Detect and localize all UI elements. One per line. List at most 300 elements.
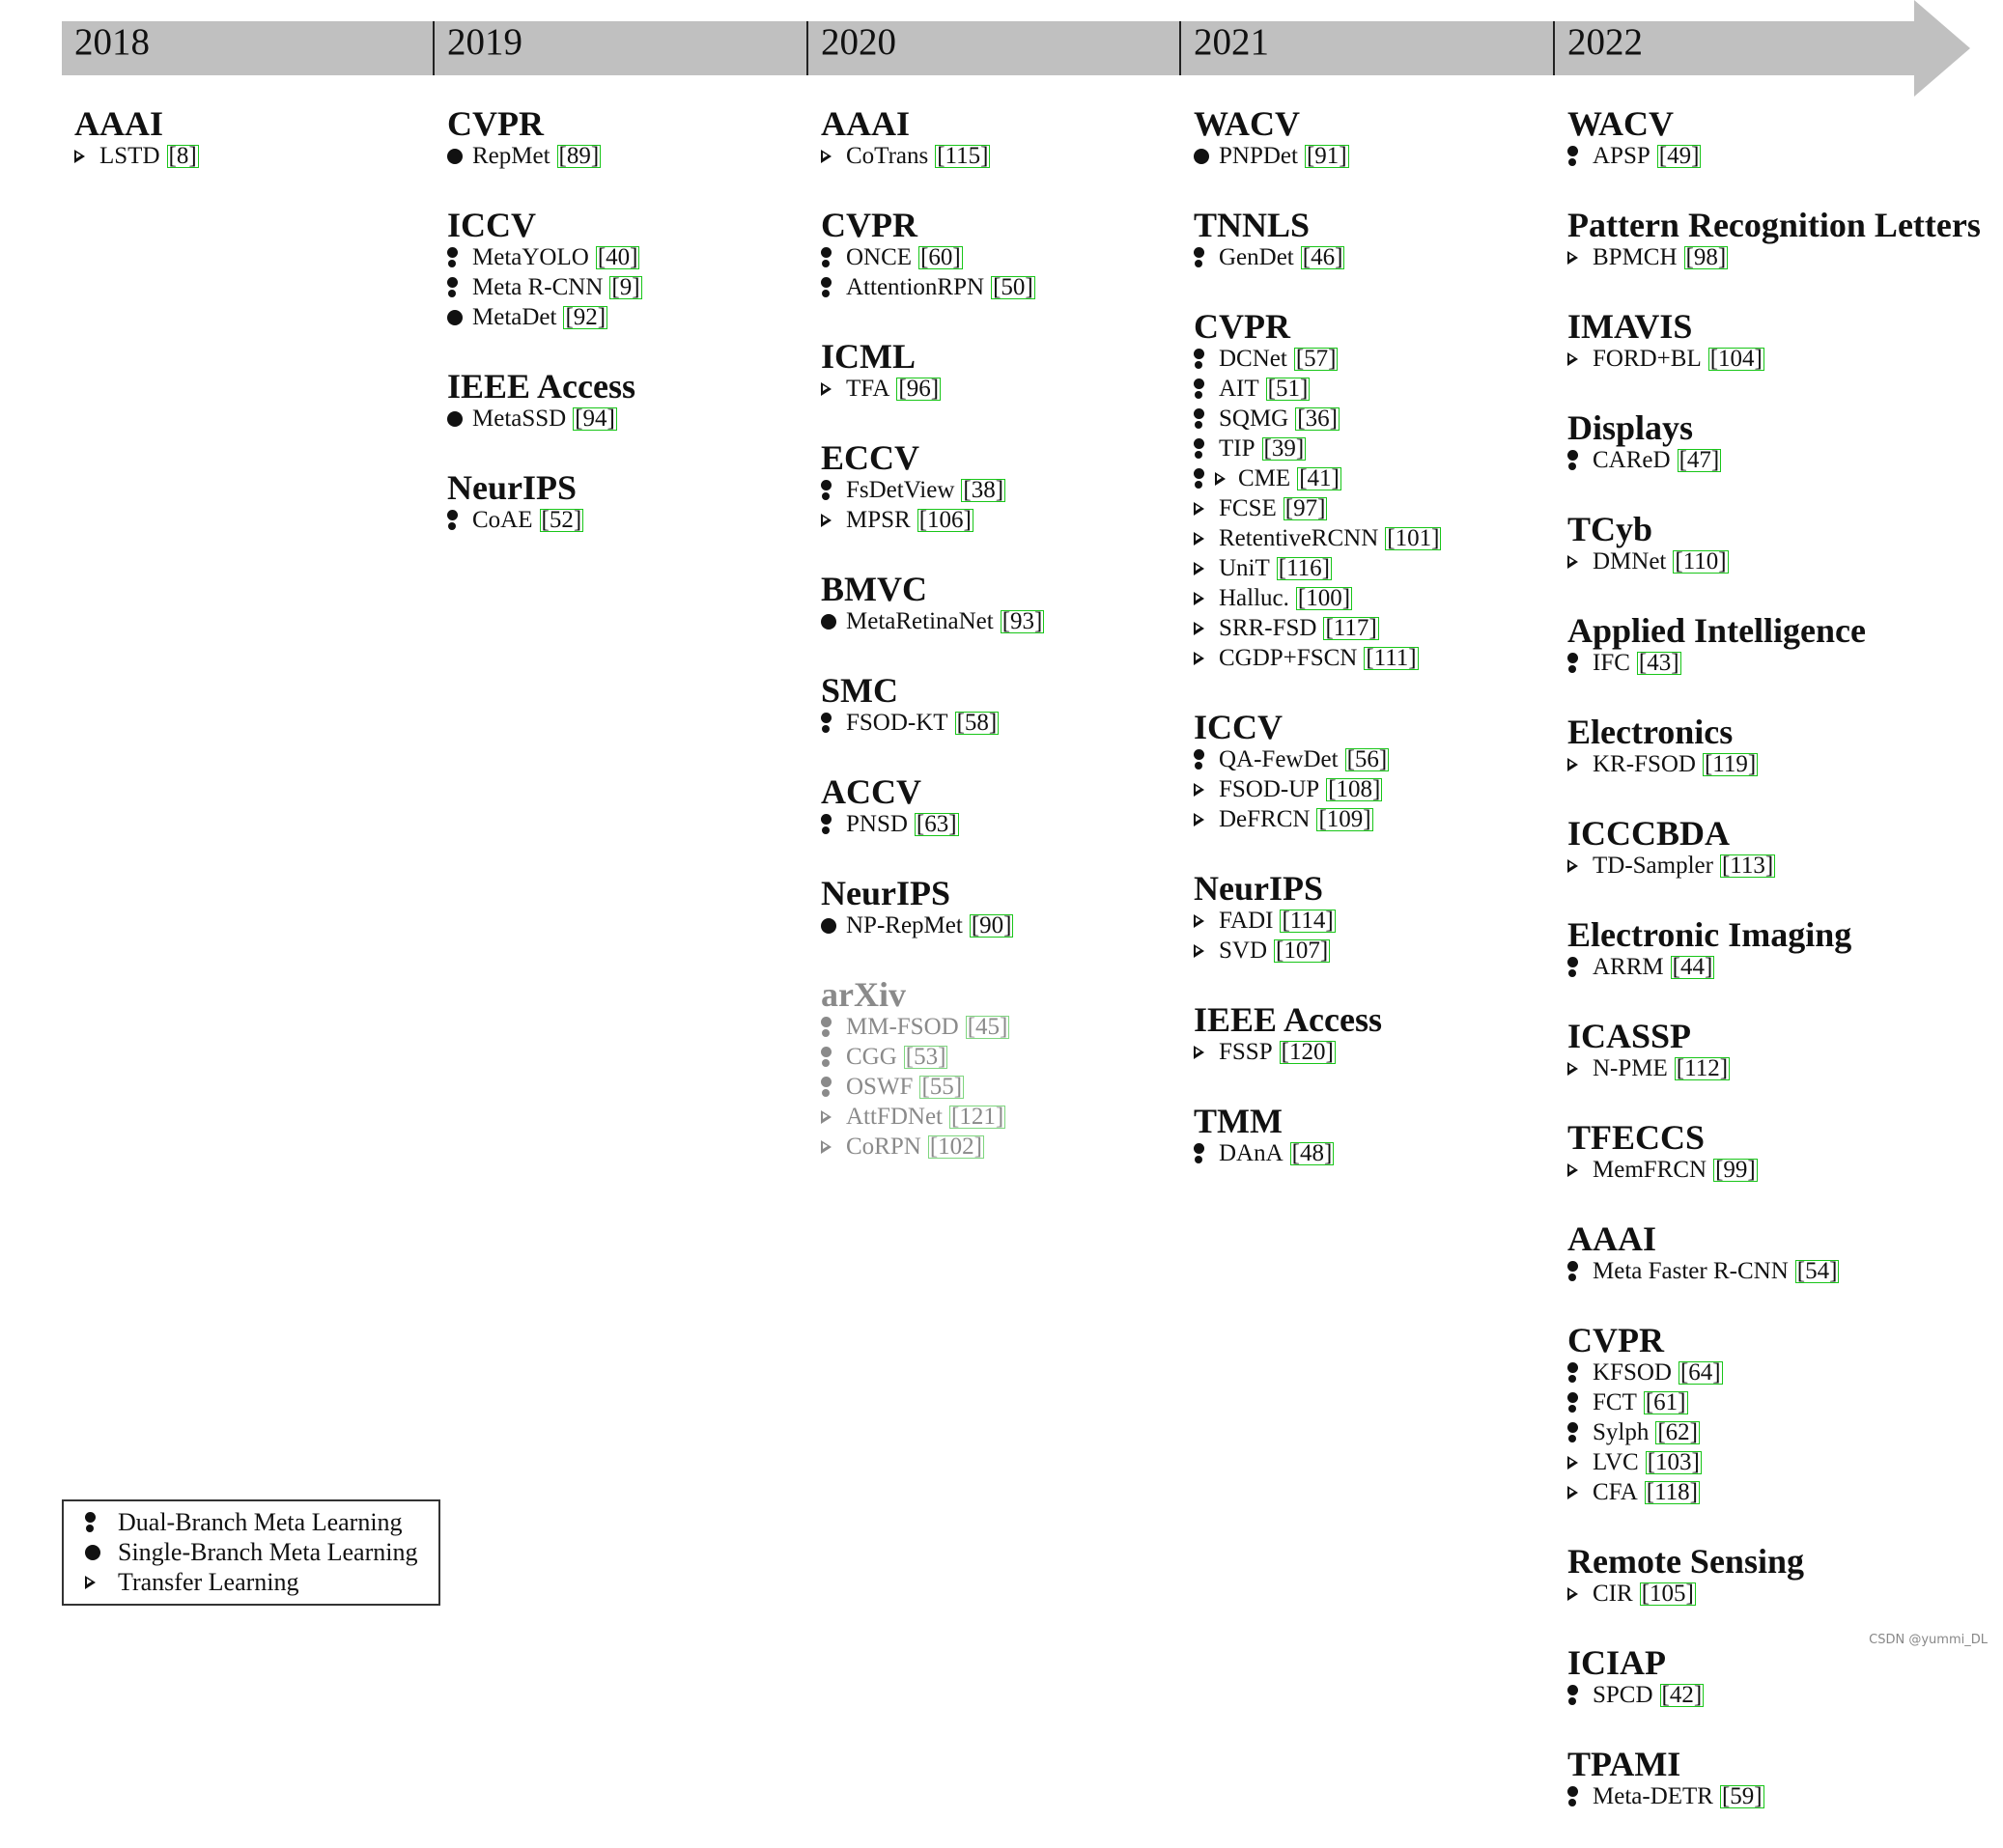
venue-name: ICCCBDA (1567, 814, 1731, 853)
method-name: PNPDet (1219, 143, 1298, 169)
venue-block (821, 208, 1207, 302)
venue-name: Displays (1567, 408, 1694, 447)
citation-link[interactable]: [118] (1646, 1478, 1699, 1505)
transfer-learning-icon (1215, 472, 1226, 486)
dual-branch-icon (821, 813, 831, 835)
venue-block (1567, 917, 1954, 982)
method-entry (821, 809, 1207, 839)
method-name: ONCE (846, 244, 913, 270)
venue-name: ICML (821, 337, 916, 376)
citation-link[interactable]: [46] (1302, 243, 1343, 270)
method-entry (1567, 1387, 1954, 1417)
venue-block (1567, 1544, 1954, 1609)
citation-link[interactable]: [40] (597, 243, 638, 270)
method-name: CoAE (472, 507, 533, 533)
venue-block (821, 673, 1207, 738)
venue-block (1567, 1019, 1954, 1083)
venue-name: SMC (821, 671, 898, 710)
method-entry (821, 708, 1207, 738)
single-branch-icon (85, 1545, 100, 1560)
method-entry (1194, 553, 1580, 583)
method-entry (1567, 445, 1954, 475)
method-name: DAnA (1219, 1140, 1284, 1166)
dual-branch-icon (1567, 1391, 1577, 1414)
citation-link[interactable]: [104] (1709, 345, 1763, 372)
venue-block (1194, 1104, 1580, 1168)
dual-branch-icon (447, 509, 457, 531)
method-entry (821, 910, 1207, 940)
method-name: CGG (846, 1044, 897, 1070)
method-name: RetentiveRCNN (1219, 525, 1379, 551)
venue-name: AAAI (1567, 1219, 1657, 1258)
transfer-learning-icon (1194, 622, 1204, 635)
single-branch-icon (821, 614, 836, 630)
venue-block (821, 876, 1207, 940)
timeline-arrow-body (62, 0, 1970, 97)
venue-name: ACCV (821, 772, 921, 811)
method-entry (821, 475, 1207, 505)
citation-link[interactable]: [50] (993, 273, 1033, 300)
dual-branch-icon (1567, 956, 1577, 978)
citation-link[interactable]: [115] (937, 142, 989, 169)
citation-link[interactable]: [63] (916, 810, 957, 837)
dual-branch-icon (1567, 1785, 1577, 1807)
method-entry (447, 302, 833, 332)
venue-block (1567, 1323, 1954, 1507)
method-name: CGDP+FSCN (1219, 645, 1358, 671)
method-name: AttFDNet (846, 1104, 943, 1130)
venue-block (1567, 309, 1954, 374)
dual-branch-icon (821, 1046, 831, 1068)
venue-block (821, 106, 1207, 171)
method-name: CME (1238, 465, 1291, 491)
citation-link[interactable]: [54] (1796, 1257, 1838, 1284)
citation-link[interactable]: [99] (1715, 1156, 1756, 1183)
method-name: AttentionRPN (846, 274, 985, 300)
venue-name: CVPR (447, 104, 544, 143)
dual-branch-icon (1194, 1142, 1203, 1164)
column-2018 (74, 106, 461, 208)
year-label-2018: 2018 (74, 21, 150, 63)
citation-link[interactable]: [107] (1276, 937, 1329, 964)
dual-branch-icon (1567, 1361, 1577, 1384)
single-branch-icon (447, 411, 463, 427)
venue-name: ECCV (821, 438, 920, 477)
dual-branch-icon (1567, 1421, 1577, 1443)
transfer-learning-icon (85, 1576, 96, 1589)
method-entry (1194, 906, 1580, 936)
method-name: CAReD (1593, 447, 1671, 473)
venue-name: TNNLS (1194, 206, 1311, 244)
method-name: MetaRetinaNet (846, 608, 994, 634)
method-entry (447, 404, 833, 434)
citation-link[interactable]: [97] (1284, 494, 1326, 521)
method-entry (1567, 1477, 1954, 1507)
method-name: CFA (1593, 1479, 1638, 1505)
venue-name: IEEE Access (1194, 1000, 1383, 1039)
citation-link[interactable]: [113] (1721, 852, 1774, 879)
transfer-learning-icon (1567, 251, 1578, 265)
citation-link[interactable]: [48] (1291, 1139, 1333, 1166)
venue-name: Electronics (1567, 713, 1734, 751)
single-branch-icon (447, 149, 463, 164)
citation-link[interactable]: [59] (1721, 1782, 1763, 1809)
dual-branch-icon (1194, 407, 1203, 430)
method-entry (1194, 404, 1580, 434)
citation-link[interactable]: [47] (1679, 446, 1720, 473)
citation-link[interactable]: [101] (1387, 524, 1440, 551)
method-entry (1194, 936, 1580, 966)
method-entry (1567, 1053, 1954, 1083)
method-entry (1194, 523, 1580, 553)
citation-link[interactable]: [64] (1679, 1358, 1721, 1386)
method-entry (1194, 463, 1580, 493)
method-name: MetaSSD (472, 406, 567, 432)
venue-block (74, 106, 461, 171)
method-name: Sylph (1593, 1419, 1650, 1445)
dual-branch-icon (821, 276, 831, 298)
method-name: APSP (1593, 143, 1650, 169)
transfer-learning-icon (1194, 592, 1204, 605)
citation-link[interactable]: [49] (1658, 142, 1700, 169)
venue-name: arXiv (821, 975, 906, 1014)
citation-link[interactable]: [44] (1672, 953, 1713, 980)
method-entry (821, 1042, 1207, 1072)
method-entry (1567, 1447, 1954, 1477)
citation-link[interactable]: [105] (1641, 1580, 1694, 1607)
method-name: RepMet (472, 143, 550, 169)
venue-name: BMVC (821, 570, 927, 608)
citation-link[interactable]: [53] (905, 1043, 946, 1070)
method-entry (821, 606, 1207, 636)
transfer-learning-icon (821, 1110, 832, 1124)
method-name: DCNet (1219, 346, 1287, 372)
single-branch-icon (1194, 149, 1209, 164)
citation-link[interactable]: [102] (929, 1133, 982, 1160)
method-entry (821, 1132, 1207, 1162)
dual-branch-icon (821, 1076, 831, 1098)
method-entry (1567, 1781, 1954, 1811)
venue-name: AAAI (74, 104, 164, 143)
citation-link[interactable]: [42] (1661, 1681, 1703, 1708)
citation-link[interactable]: [114] (1282, 907, 1334, 934)
transfer-learning-icon (1567, 1456, 1578, 1470)
citation-link[interactable]: [61] (1645, 1388, 1686, 1415)
venue-name: WACV (1194, 104, 1301, 143)
method-name: DeFRCN (1219, 806, 1311, 832)
dual-branch-icon (1194, 246, 1203, 268)
method-entry (821, 505, 1207, 535)
method-entry (1567, 1680, 1954, 1710)
legend-item (85, 1507, 438, 1537)
method-entry (821, 1012, 1207, 1042)
method-name: TIP (1219, 435, 1255, 462)
venue-name: ICCV (447, 206, 537, 244)
method-entry (821, 242, 1207, 272)
method-entry (1194, 344, 1580, 374)
method-entry (1194, 744, 1580, 774)
method-entry (1194, 1037, 1580, 1067)
transfer-learning-icon (1194, 783, 1204, 797)
venue-block (1567, 410, 1954, 475)
transfer-learning-icon (1567, 555, 1578, 569)
venue-name: CVPR (1194, 307, 1290, 346)
method-entry (821, 374, 1207, 404)
method-name: KFSOD (1593, 1359, 1672, 1386)
citation-link[interactable]: [51] (1267, 375, 1309, 402)
dual-branch-icon (1194, 378, 1203, 400)
method-name: FORD+BL (1593, 346, 1702, 372)
legend (62, 1499, 440, 1606)
citation-link[interactable]: [52] (541, 506, 582, 533)
citation-link[interactable]: [89] (558, 142, 600, 169)
venue-block (447, 470, 833, 535)
citation-link[interactable]: [36] (1297, 405, 1338, 432)
venue-name: Pattern Recognition Letters (1567, 206, 1981, 244)
venue-name: Electronic Imaging (1567, 915, 1852, 954)
method-name: FCSE (1219, 495, 1277, 521)
venue-block (821, 977, 1207, 1162)
venue-name: CVPR (1567, 1321, 1664, 1359)
method-name: SRR-FSD (1219, 615, 1317, 641)
dual-branch-icon (447, 276, 457, 298)
method-name: KR-FSOD (1593, 751, 1696, 777)
method-entry (1194, 434, 1580, 463)
method-name: Meta R-CNN (472, 274, 604, 300)
transfer-learning-icon (1194, 944, 1204, 958)
column-2022 (1567, 104, 1981, 1848)
method-entry (1567, 1579, 1954, 1609)
dual-branch-icon (821, 246, 831, 268)
citation-link[interactable]: [38] (963, 476, 1004, 503)
method-name: MemFRCN (1593, 1157, 1707, 1183)
method-name: CIR (1593, 1581, 1633, 1607)
citation-link[interactable]: [9] (611, 273, 640, 300)
venue-block (447, 208, 833, 332)
method-name: TD-Sampler (1593, 853, 1713, 879)
method-name: FSSP (1219, 1039, 1273, 1065)
citation-link[interactable]: [91] (1306, 142, 1347, 169)
dual-branch-icon (1194, 348, 1203, 370)
citation-link[interactable]: [57] (1295, 345, 1337, 372)
column-2019 (447, 106, 833, 572)
venue-block (447, 106, 833, 171)
dual-branch-icon (1194, 467, 1203, 490)
transfer-learning-icon (1194, 562, 1204, 575)
citation-link[interactable]: [98] (1685, 243, 1727, 270)
transfer-learning-icon (1194, 652, 1204, 665)
venue-block (1567, 1120, 1954, 1185)
citation-link[interactable]: [116] (1278, 554, 1331, 581)
method-entry (1567, 242, 1954, 272)
citation-link[interactable]: [103] (1647, 1448, 1700, 1475)
venue-name: IMAVIS (1567, 307, 1693, 346)
watermark: CSDN @yummi_DL (1869, 1633, 1988, 1647)
citation-link[interactable]: [56] (1346, 745, 1388, 772)
venue-block (1567, 1221, 1954, 1286)
transfer-learning-icon (1567, 1486, 1578, 1499)
year-label-2019: 2019 (447, 21, 522, 63)
dual-branch-icon (1194, 437, 1203, 460)
transfer-learning-icon (821, 1140, 832, 1154)
venue-block (447, 369, 833, 434)
citation-link[interactable]: [60] (920, 243, 961, 270)
method-entry (1567, 1417, 1954, 1447)
method-entry (821, 141, 1207, 171)
citation-link[interactable]: [121] (951, 1103, 1004, 1130)
method-entry (1567, 344, 1954, 374)
transfer-learning-icon (1567, 758, 1578, 771)
method-entry (74, 141, 461, 171)
dual-branch-icon (821, 712, 831, 734)
venue-block (1194, 106, 1580, 171)
citation-link[interactable]: [58] (956, 709, 998, 736)
method-name: MM-FSOD (846, 1014, 959, 1040)
dual-branch-icon (447, 246, 457, 268)
citation-link[interactable]: [39] (1263, 434, 1305, 462)
citation-link[interactable]: [119] (1704, 750, 1757, 777)
dual-branch-icon (1567, 145, 1577, 167)
method-name: ARRM (1593, 954, 1664, 980)
method-entry (1194, 141, 1580, 171)
transfer-learning-icon (1567, 859, 1578, 873)
venue-name: CVPR (821, 206, 917, 244)
venue-block (1194, 309, 1580, 673)
citation-link[interactable]: [100] (1297, 584, 1351, 611)
method-name: GenDet (1219, 244, 1294, 270)
single-branch-icon (821, 918, 836, 934)
venue-block (1567, 613, 1954, 678)
method-name: FADI (1219, 908, 1274, 934)
citation-link[interactable]: [117] (1325, 614, 1377, 641)
venue-block (821, 572, 1207, 636)
legend-item (85, 1537, 438, 1567)
dual-branch-icon (821, 1016, 831, 1038)
method-name: CoRPN (846, 1134, 921, 1160)
dual-branch-icon (1194, 748, 1203, 770)
method-entry (1567, 851, 1954, 881)
year-label-2020: 2020 (821, 21, 896, 63)
transfer-learning-icon (1567, 352, 1578, 366)
method-entry (821, 1102, 1207, 1132)
method-name: SPCD (1593, 1682, 1653, 1708)
venue-block (1194, 1002, 1580, 1067)
citation-link[interactable]: [111] (1366, 644, 1417, 671)
legend-label: Dual-Branch Meta Learning (118, 1508, 403, 1536)
method-entry (447, 505, 833, 535)
method-name: SQMG (1219, 406, 1289, 432)
venue-name: NeurIPS (447, 468, 577, 507)
dual-branch-icon (1567, 1684, 1577, 1706)
method-entry (1194, 1138, 1580, 1168)
citation-link[interactable]: [96] (898, 375, 940, 402)
method-name: UniT (1219, 555, 1270, 581)
transfer-learning-icon (821, 514, 832, 527)
legend-label: Single-Branch Meta Learning (118, 1538, 418, 1566)
method-name: LSTD (99, 143, 160, 169)
method-entry (1194, 493, 1580, 523)
citation-link[interactable]: [45] (967, 1013, 1008, 1040)
method-name: AIT (1219, 376, 1259, 402)
transfer-learning-icon (1194, 914, 1204, 928)
column-2021 (1194, 106, 1580, 1205)
column-2020 (821, 106, 1207, 1198)
citation-link[interactable]: [92] (565, 303, 607, 330)
method-name: SVD (1219, 938, 1268, 964)
venue-block (1567, 1747, 1954, 1811)
method-name: CoTrans (846, 143, 929, 169)
method-entry (1194, 583, 1580, 613)
year-label-2021: 2021 (1194, 21, 1269, 63)
citation-link[interactable]: [108] (1328, 775, 1381, 802)
method-entry (1567, 1256, 1954, 1286)
venue-block (1567, 512, 1954, 576)
venue-block (821, 774, 1207, 839)
venue-block (821, 339, 1207, 404)
citation-link[interactable]: [90] (971, 911, 1012, 938)
legend-item (85, 1567, 438, 1597)
method-name: LVC (1593, 1449, 1639, 1475)
method-entry (1194, 613, 1580, 643)
transfer-learning-icon (1567, 1163, 1578, 1177)
venue-name: ICCV (1194, 708, 1284, 746)
single-branch-icon (447, 310, 463, 325)
method-name: IFC (1593, 650, 1630, 676)
method-name: BPMCH (1593, 244, 1678, 270)
citation-link[interactable]: [43] (1638, 649, 1679, 676)
citation-link[interactable]: [8] (168, 142, 197, 169)
venue-block (1567, 106, 1954, 171)
dual-branch-icon (821, 479, 831, 501)
method-name: MetaYOLO (472, 244, 589, 270)
transfer-learning-icon (821, 150, 832, 163)
method-entry (821, 1072, 1207, 1102)
method-entry (447, 141, 833, 171)
venue-name: WACV (1567, 104, 1675, 143)
method-name: N-PME (1593, 1055, 1668, 1081)
citation-link[interactable]: [62] (1657, 1418, 1699, 1445)
citation-link[interactable]: [94] (575, 405, 615, 432)
venue-block (1567, 714, 1954, 779)
method-entry (1194, 774, 1580, 804)
timeline-arrow (0, 0, 2003, 106)
citation-link[interactable]: [55] (921, 1073, 963, 1100)
method-entry (1194, 804, 1580, 834)
method-name: DMNet (1593, 548, 1667, 574)
venue-name: Remote Sensing (1567, 1542, 1804, 1581)
citation-link[interactable]: [109] (1318, 805, 1371, 832)
method-name: MPSR (846, 507, 911, 533)
citation-link[interactable]: [106] (918, 506, 972, 533)
citation-link[interactable]: [120] (1281, 1038, 1334, 1065)
method-name: MetaDet (472, 304, 557, 330)
method-entry (821, 272, 1207, 302)
legend-label: Transfer Learning (118, 1568, 299, 1596)
method-name: Meta Faster R-CNN (1593, 1258, 1789, 1284)
year-label-2022: 2022 (1567, 21, 1643, 63)
venue-block (821, 440, 1207, 535)
method-name: FSOD-KT (846, 710, 948, 736)
citation-link[interactable]: [112] (1676, 1054, 1729, 1081)
method-name: NP-RepMet (846, 912, 963, 938)
citation-link[interactable]: [41] (1299, 464, 1340, 491)
method-name: FsDetView (846, 477, 955, 503)
citation-link[interactable]: [110] (1675, 547, 1727, 574)
citation-link[interactable]: [93] (1002, 607, 1043, 634)
venue-block (1194, 710, 1580, 834)
method-entry (1567, 749, 1954, 779)
method-entry (447, 242, 833, 272)
